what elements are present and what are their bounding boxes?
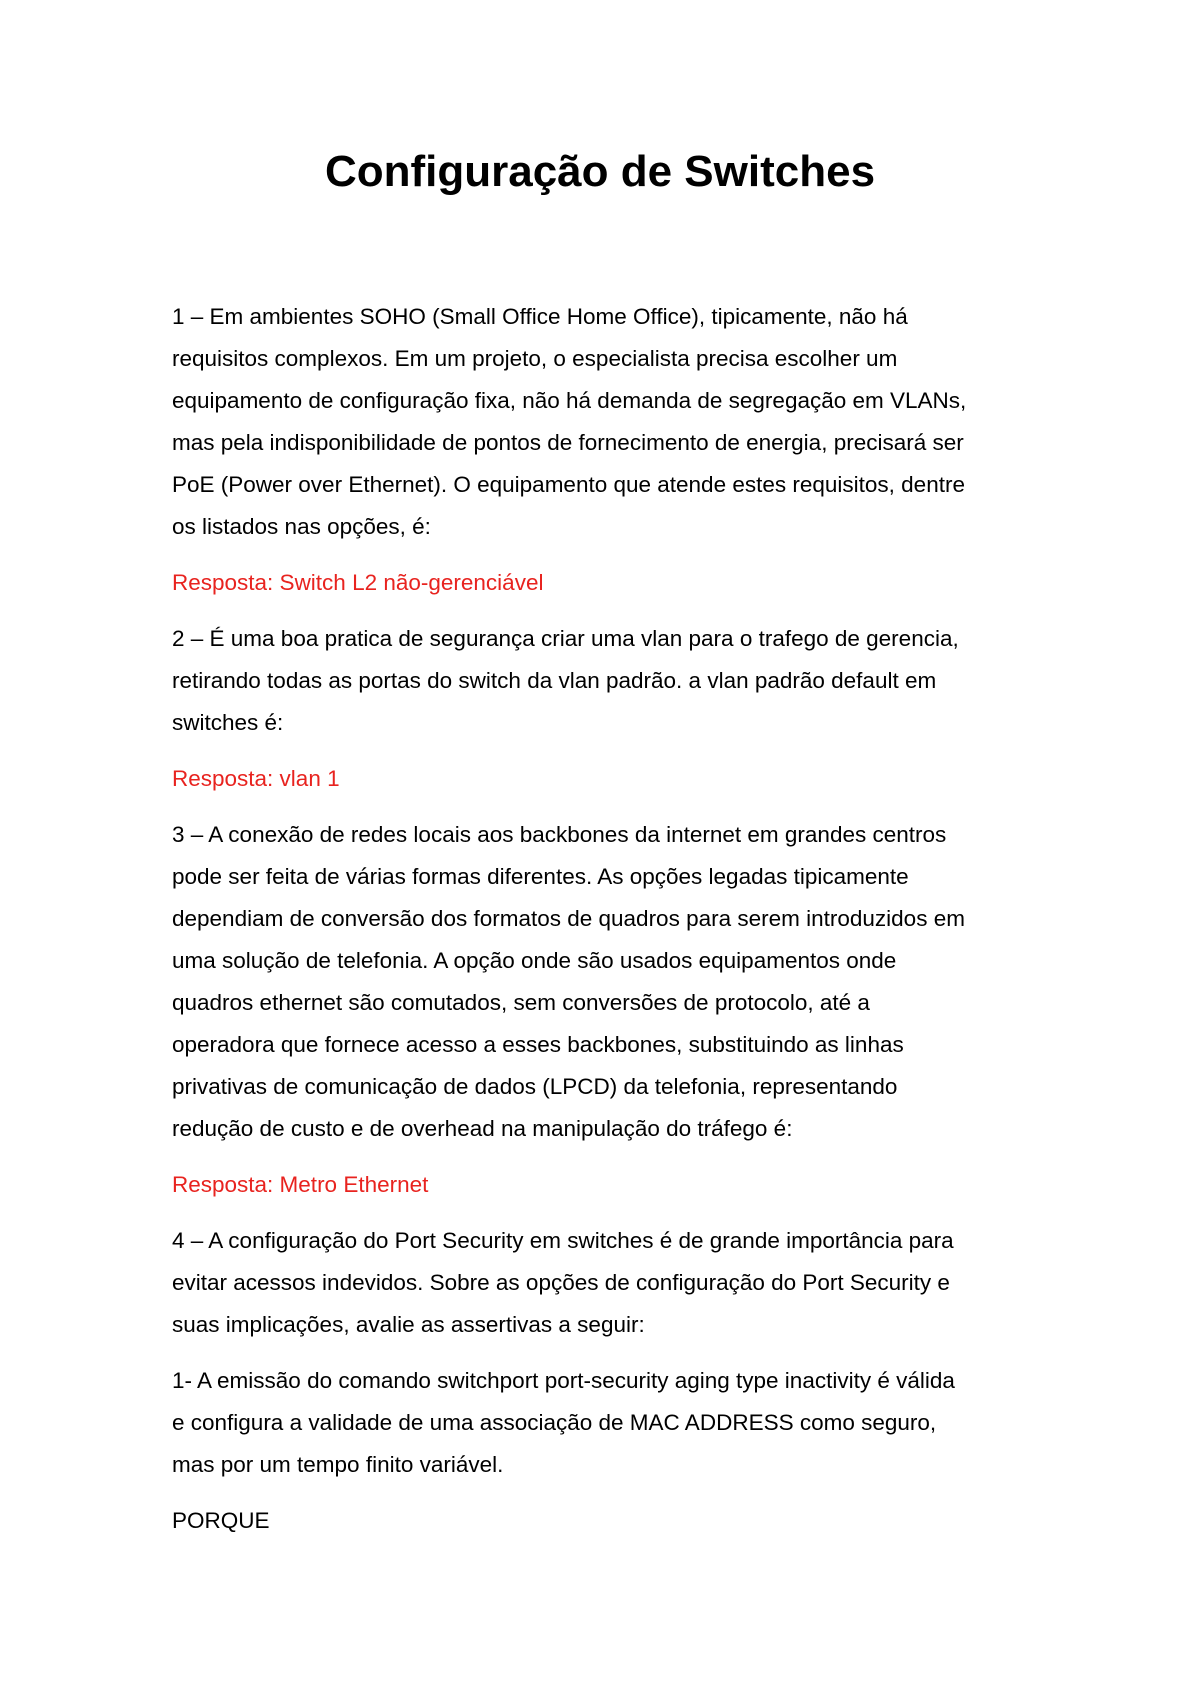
- question-3: [172, 814, 1052, 1150]
- question-4-line: evitar acessos indevidos. Sobre as opções de configuração do Port Security e: [172, 1270, 950, 1295]
- question-1-line: requisitos complexos. Em um projeto, o especialista precisa escolher um: [172, 346, 898, 371]
- answer-3: Resposta: Metro Ethernet: [172, 1172, 429, 1197]
- question-4: [172, 1220, 1052, 1346]
- answer-1: Resposta: Switch L2 não-gerenciável: [172, 570, 544, 595]
- question-1-line: 1 – Em ambientes SOHO (Small Office Home Office), tipicamente, não há: [172, 304, 908, 329]
- question-3-line: privativas de comunicação de dados (LPCD) da telefonia, representando: [172, 1074, 898, 1099]
- question-3-line: uma solução de telefonia. A opção onde são usados equipamentos onde: [172, 948, 897, 973]
- assertion-1-line: mas por um tempo finito variável.: [172, 1452, 504, 1477]
- question-2-line: retirando todas as portas do switch da vlan padrão. a vlan padrão default em: [172, 668, 937, 693]
- question-1-line: os listados nas opções, é:: [172, 514, 431, 539]
- question-1-line: mas pela indisponibilidade de pontos de fornecimento de energia, precisará ser: [172, 430, 964, 455]
- document-body: [172, 296, 1052, 1556]
- assertion-connector: PORQUE: [172, 1508, 270, 1533]
- question-2: [172, 618, 1052, 744]
- question-1-line: equipamento de configuração fixa, não há demanda de segregação em VLANs,: [172, 388, 967, 413]
- question-4-line: 4 – A configuração do Port Security em switches é de grande importância para: [172, 1228, 954, 1253]
- assertion-1: [172, 1360, 1052, 1486]
- question-1-line: PoE (Power over Ethernet). O equipamento que atende estes requisitos, dentre: [172, 472, 965, 497]
- page-title: Configuração de Switches: [324, 147, 876, 196]
- answer-2: Resposta: vlan 1: [172, 766, 340, 791]
- question-2-line: 2 – É uma boa pratica de segurança criar uma vlan para o trafego de gerencia,: [172, 626, 959, 651]
- question-3-line: redução de custo e de overhead na manipulação do tráfego é:: [172, 1116, 793, 1141]
- question-3-line: 3 – A conexão de redes locais aos backbones da internet em grandes centros: [172, 822, 947, 847]
- question-3-line: operadora que fornece acesso a esses backbones, substituindo as linhas: [172, 1032, 904, 1057]
- question-3-line: pode ser feita de várias formas diferentes. As opções legadas tipicamente: [172, 864, 909, 889]
- assertion-1-line: 1- A emissão do comando switchport port-security aging type inactivity é válida: [172, 1368, 955, 1393]
- question-3-line: dependiam de conversão dos formatos de quadros para serem introduzidos em: [172, 906, 965, 931]
- question-1: [172, 296, 1052, 548]
- assertion-1-line: e configura a validade de uma associação de MAC ADDRESS como seguro,: [172, 1410, 937, 1435]
- question-4-line: suas implicações, avalie as assertivas a seguir:: [172, 1312, 645, 1337]
- question-2-line: switches é:: [172, 710, 284, 735]
- question-3-line: quadros ethernet são comutados, sem conversões de protocolo, até a: [172, 990, 870, 1015]
